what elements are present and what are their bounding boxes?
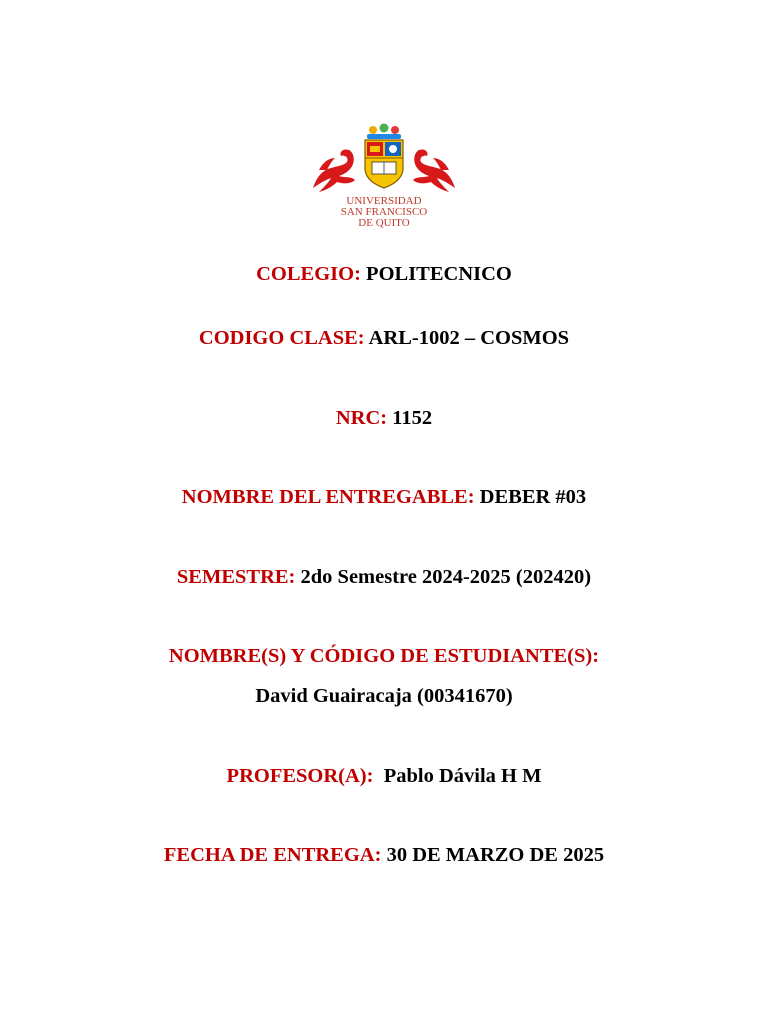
crest-lettering [341,195,428,229]
profesor-label: PROFESOR(A): [226,765,374,787]
semestre-line [0,564,768,590]
university-crest-logo [309,122,459,230]
profesor-line [0,763,768,789]
codigo-clase-value: ARL-1002 – COSMOS [368,327,570,349]
estudiantes-label: NOMBRE(S) Y CÓDIGO DE ESTUDIANTE(S): [168,645,600,667]
profesor-value: Pablo Dávila H M [383,765,542,787]
colegio-line [0,261,768,287]
codigo-clase-label: CODIGO CLASE: [198,327,365,349]
crest-svg [309,122,459,230]
right-dragon-icon [413,149,455,192]
fecha-value: 30 DE MARZO DE 2025 [386,844,605,866]
fecha-line [0,842,768,868]
codigo-clase-line [0,325,768,351]
crest-lettering-line1: UNIVERSIDAD [346,195,422,207]
crest-top-ornament-icon [367,124,401,140]
colegio-value: POLITECNICO [366,263,512,285]
crest-lettering-line3: DE QUITO [358,217,410,229]
estudiantes-value-line [0,683,768,709]
estudiantes-value: David Guairacaja (00341670) [255,685,513,707]
colegio-label: COLEGIO: [256,263,361,285]
semestre-label: SEMESTRE: [176,566,296,588]
estudiantes-label-line [0,643,768,669]
semestre-value: 2do Semestre 2024-2025 (202420) [300,566,592,588]
entregable-line [0,484,768,510]
left-dragon-icon [313,149,355,192]
fecha-label: FECHA DE ENTREGA: [163,844,382,866]
nrc-line [0,405,768,431]
nrc-value: 1152 [392,407,433,429]
shield-icon [365,140,403,188]
nrc-label: NRC: [335,407,388,429]
entregable-value: DEBER #03 [479,486,587,508]
crest-lettering-line2: SAN FRANCISCO [340,206,428,218]
entregable-label: NOMBRE DEL ENTREGABLE: [181,486,475,508]
